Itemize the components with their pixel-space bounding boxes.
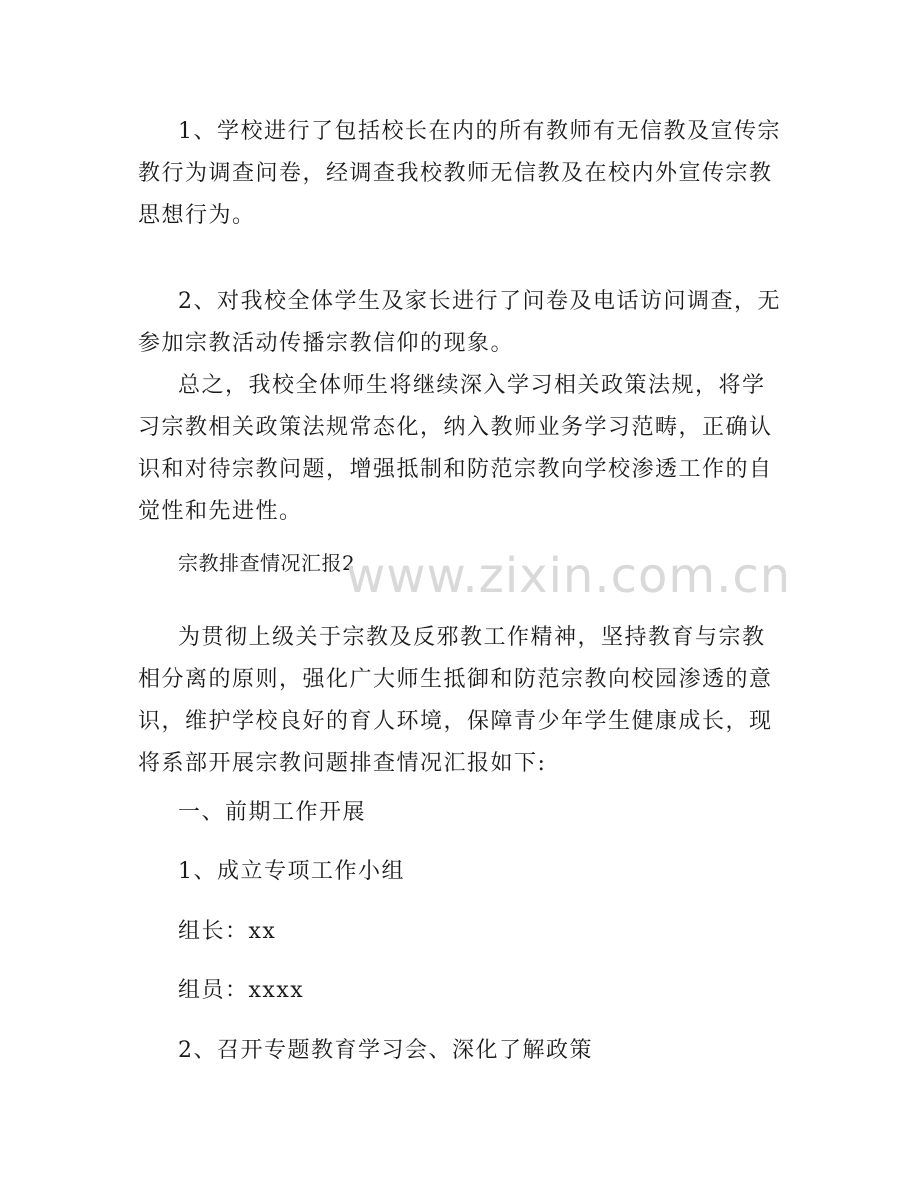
section-heading-report-2: 宗教排查情况汇报2 [178, 551, 356, 575]
paragraph-conclusion: 总之，我校全体师生将继续深入学习相关政策法规，将学习宗教相关政策法规常态化，纳入教师业务学习范畴，正确认识和对待宗教问题，增强抵制和防范宗教向学校渗透工作的自觉性和先进性。 [138, 373, 773, 524]
site-watermark: www.zixin.com.cn [346, 548, 792, 604]
paragraph-survey-teachers: 1、学校进行了包括校长在内的所有教师有无信教及宣传宗教行为调查问卷，经调查我校教师无信教及在校内外宣传宗教思想行为。 [138, 119, 781, 228]
list-item-study-meeting: 2、召开专题教育学习会、深化了解政策 [178, 1038, 593, 1063]
group-leader-line: 组长：xx [178, 919, 277, 944]
section-title-preliminary-work: 一、前期工作开展 [178, 800, 367, 825]
paragraph-survey-students: 2、对我校全体学生及家长进行了问卷及电话访问调查，无参加宗教活动传播宗教信仰的现象。 [138, 289, 781, 356]
list-item-working-group: 1、成立专项工作小组 [178, 859, 405, 884]
group-members-line: 组员：xxxx [178, 978, 305, 1003]
paragraph-introduction: 为贯彻上级关于宗教及反邪教工作精神，坚持教育与宗教相分离的原则，强化广大师生抵御和防范宗教向校园渗透的意识，维护学校良好的育人环境，保障青少年学生健康成长，现将系部开展宗教问题排查情况汇报如下: [138, 625, 773, 776]
